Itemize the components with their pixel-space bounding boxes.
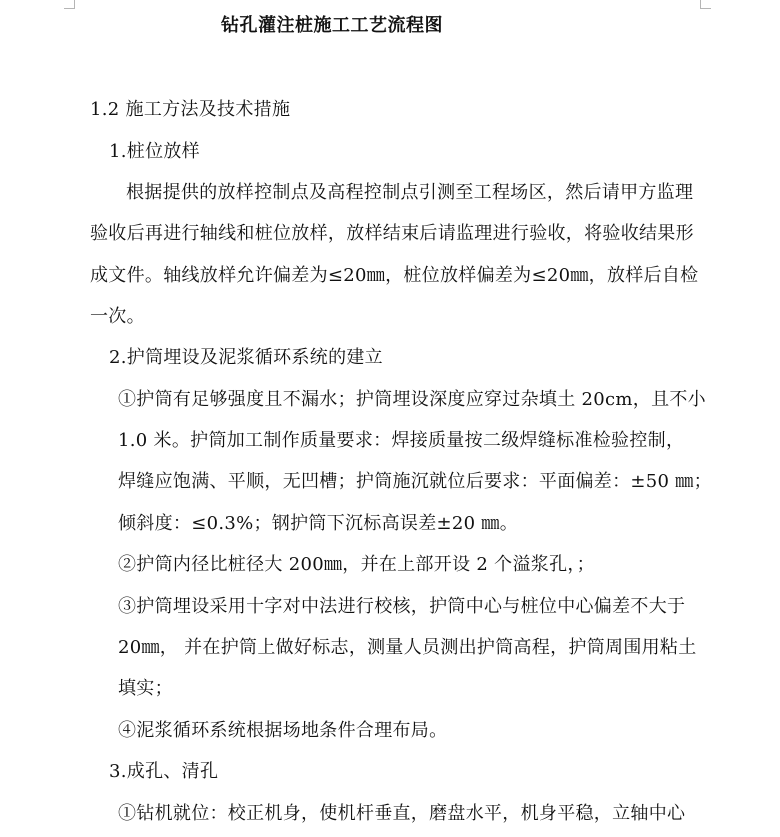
page-corner-mark-left xyxy=(64,0,75,9)
list-item-line: 20㎜， 并在护筒上做好标志，测量人员测出护筒高程，护筒周围用粘土 xyxy=(118,637,697,658)
page-corner-mark-right xyxy=(700,0,711,9)
section-heading: 1.2 施工方法及技术措施 xyxy=(90,99,291,120)
list-item-line: 填实； xyxy=(118,678,173,699)
list-item-line: ②护筒内径比桩径大 200㎜，并在上部开设 2 个溢浆孔，； xyxy=(118,554,595,575)
list-item-line: ①钻机就位：校正机身，使机杆垂直，磨盘水平，机身平稳，立轴中心 xyxy=(118,803,686,824)
paragraph-line: 成文件。轴线放样允许偏差为≤20㎜，桩位放样偏差为≤20㎜，放样后自检 xyxy=(90,265,699,286)
paragraph-line: 根据提供的放样控制点及高程控制点引测至工程场区，然后请甲方监理 xyxy=(126,182,694,203)
list-item-line: 1.0 米。护筒加工制作质量要求：焊接质量按二级焊缝标准检验控制， xyxy=(118,430,685,451)
list-item-line: ④泥浆循环系统根据场地条件合理布局。 xyxy=(118,720,448,741)
document-title: 钻孔灌注桩施工工艺流程图 xyxy=(221,15,443,36)
list-item-line: ①护筒有足够强度且不漏水；护筒埋设深度应穿过杂填土 20cm，且不小 xyxy=(118,389,706,410)
subsection-heading: 1.桩位放样 xyxy=(109,141,200,162)
list-item-line: ③护筒埋设采用十字对中法进行校核，护筒中心与桩位中心偏差不大于 xyxy=(118,596,686,617)
list-item-line: 焊缝应饱满、平顺，无凹槽；护筒施沉就位后要求：平面偏差：±50 ㎜； xyxy=(118,471,712,492)
paragraph-line: 验收后再进行轴线和桩位放样，放样结束后请监理进行验收，将验收结果形 xyxy=(90,223,694,244)
paragraph-line: 一次。 xyxy=(90,306,145,327)
subsection-heading: 2.护筒埋设及泥浆循环系统的建立 xyxy=(109,347,383,368)
list-item-line: 倾斜度：≤0.3%；钢护筒下沉标高误差±20 ㎜。 xyxy=(118,513,519,534)
subsection-heading: 3.成孔、清孔 xyxy=(109,761,219,782)
